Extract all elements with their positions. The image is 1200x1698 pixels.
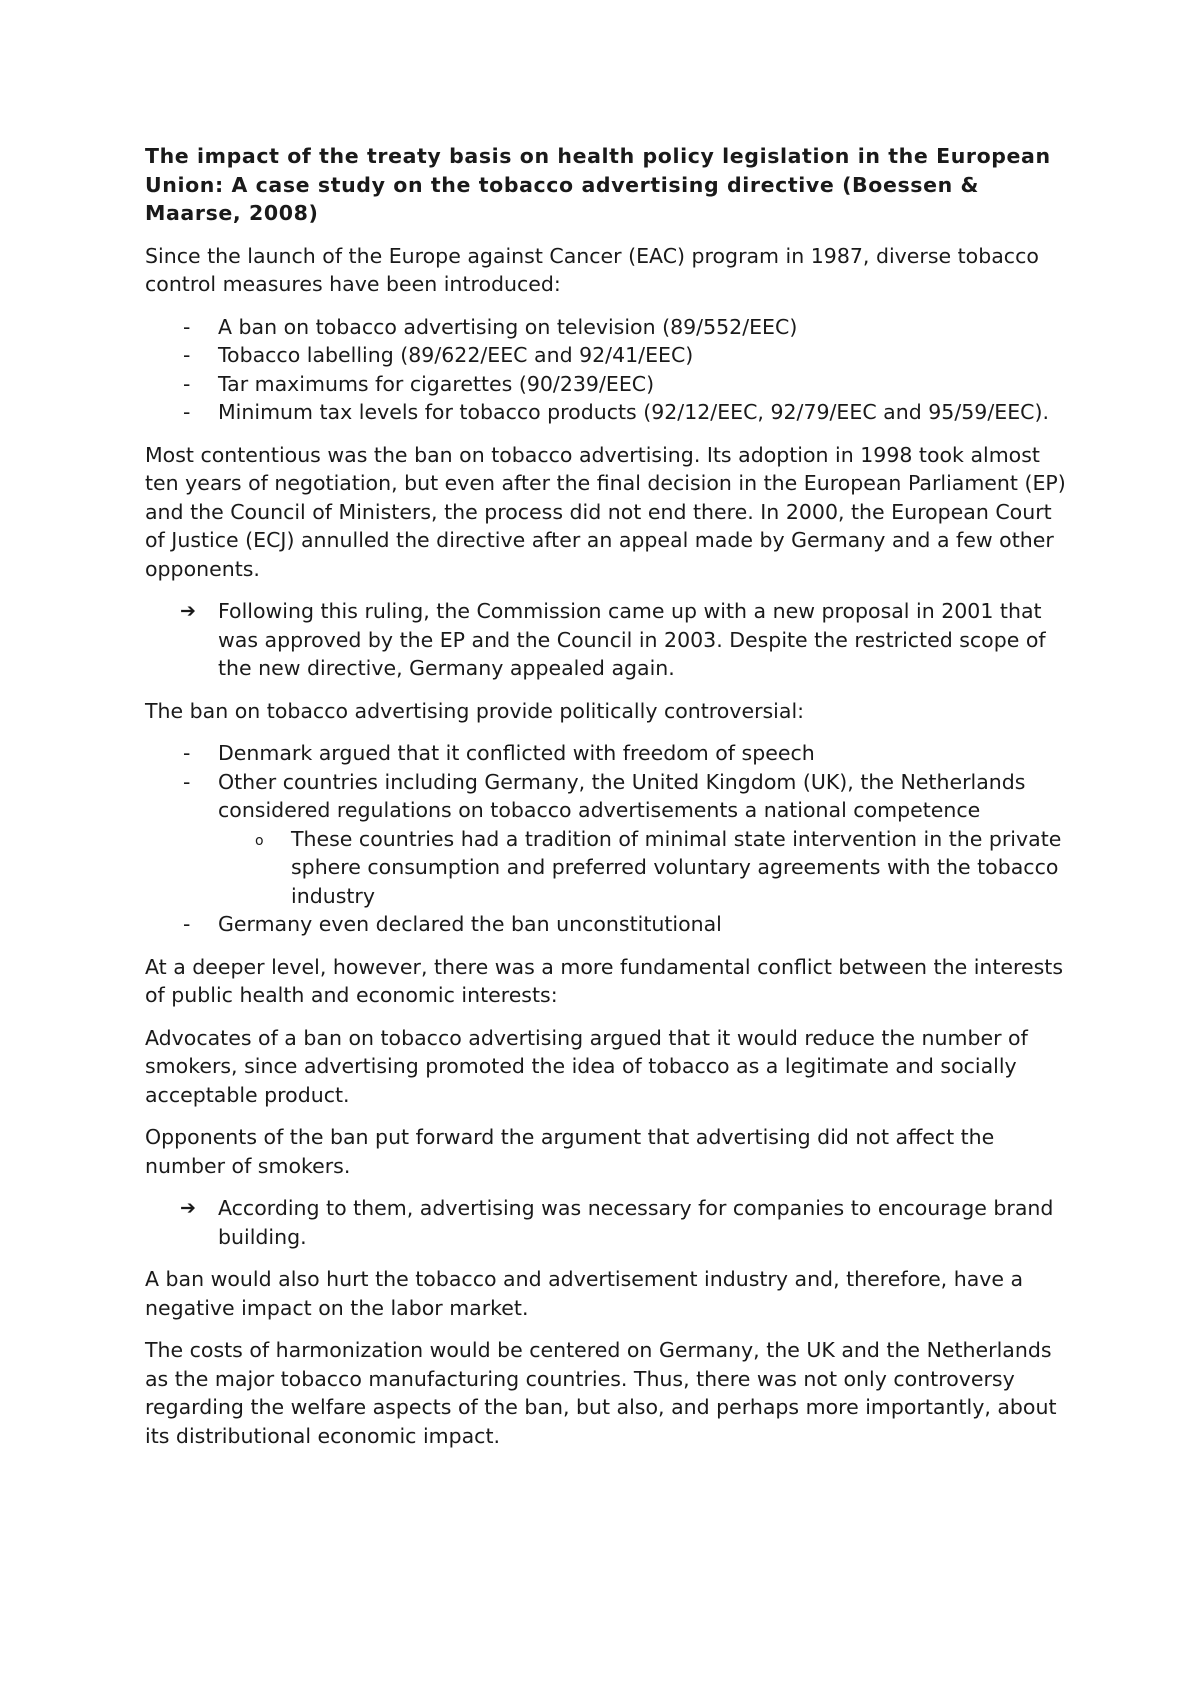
deeper-paragraph: At a deeper level, however, there was a more fundamental conflict between the interests of public health and economic interests: [145,954,1064,1007]
list-item [145,341,1075,370]
arrow-bullet-icon: ➔ [180,600,196,622]
list-item [145,370,1075,399]
list-item-text: Germany even declared the ban unconstitutional [218,912,722,936]
circle-bullet-icon: o [255,832,264,849]
sub-list-item-text: These countries had a tradition of minimal state intervention in the private sphere consumption and preferred voluntary agreements with the tobacco industry [291,826,1062,908]
controversial-paragraph: The ban on tobacco advertising provide politically controversial: [145,698,805,723]
dash-bullet: - [183,769,191,794]
arrow-point-ruling [145,597,1075,683]
list-item [145,313,1075,342]
list-item [145,910,1075,939]
contentious-paragraph: Most contentious was the ban on tobacco advertising. Its adoption in 1998 took almost ten years of negotiation, but even after the final decision in the European Parliament (EP) and the Council of Ministers, the process did not end there. In 2000, the European Court of Justice (ECJ) annulled the directive after an appeal made by Germany and a few other opponents. [145,442,1066,581]
list-item-text: Tar maximums for cigarettes (90/239/EEC) [218,371,655,396]
list-item [145,398,1075,427]
list-item [145,768,1075,911]
arrow-point-text: Following this ruling, the Commission came up with a new proposal in 2001 that was approved by the EP and the Council in 2003. Despite the restricted scope of the new directive, Germany appealed again. [218,599,1046,680]
advocates-paragraph: Advocates of a ban on tobacco advertising argued that it would reduce the number of smokers, since advertising promoted the idea of tobacco as a legitimate and socially acceptable product. [145,1025,1028,1107]
dash-bullet: - [183,912,191,936]
arrow-point-text: According to them, advertising was necessary for companies to encourage brand building. [218,1196,1054,1249]
controversy-list [145,739,1075,939]
list-item [145,739,1075,768]
opponents-paragraph: Opponents of the ban put forward the argument that advertising did not affect the number of smokers. [145,1125,995,1178]
dash-bullet: - [183,741,191,765]
dash-bullet: - [183,400,191,424]
arrow-point-brand [145,1194,1075,1251]
arrow-bullet-icon: ➔ [180,1197,196,1219]
intro-paragraph: Since the launch of the Europe against Cancer (EAC) program in 1987, diverse tobacco control measures have been introduced: [145,243,1039,296]
list-item-text: Denmark argued that it conflicted with freedom of speech [218,741,815,765]
list-item-text: Tobacco labelling (89/622/EEC and 92/41/EEC) [218,343,694,367]
document-page [145,142,1075,1464]
dash-bullet: - [183,314,191,339]
sub-list [218,825,1075,911]
list-item-text: A ban on tobacco advertising on television (89/552/EEC) [218,314,798,339]
document-title: The impact of the treaty basis on health policy legislation in the European Union: A case study on the tobacco advertising directive (Boessen & Maarse, 2008) [145,144,1051,225]
dash-bullet: - [183,371,191,396]
measures-list [145,313,1075,427]
costs-paragraph: The costs of harmonization would be centered on Germany, the UK and the Netherlands as the major tobacco manufacturing countries. Thus, there was not only controversy regarding the welfare aspects of the ban, but also, and perhaps more importantly, about its distributional economic impact. [145,1338,1057,1448]
sub-list-item [218,825,1075,911]
hurt-paragraph: A ban would also hurt the tobacco and advertisement industry and, therefore, have a negative impact on the labor market. [145,1267,1024,1320]
list-item-text: Minimum tax levels for tobacco products (92/12/EEC, 92/79/EEC and 95/59/EEC). [218,400,1049,424]
list-item-text: Other countries including Germany, the United Kingdom (UK), the Netherlands considered regulations on tobacco advertisements a national competence [218,769,1026,822]
dash-bullet: - [183,343,191,367]
